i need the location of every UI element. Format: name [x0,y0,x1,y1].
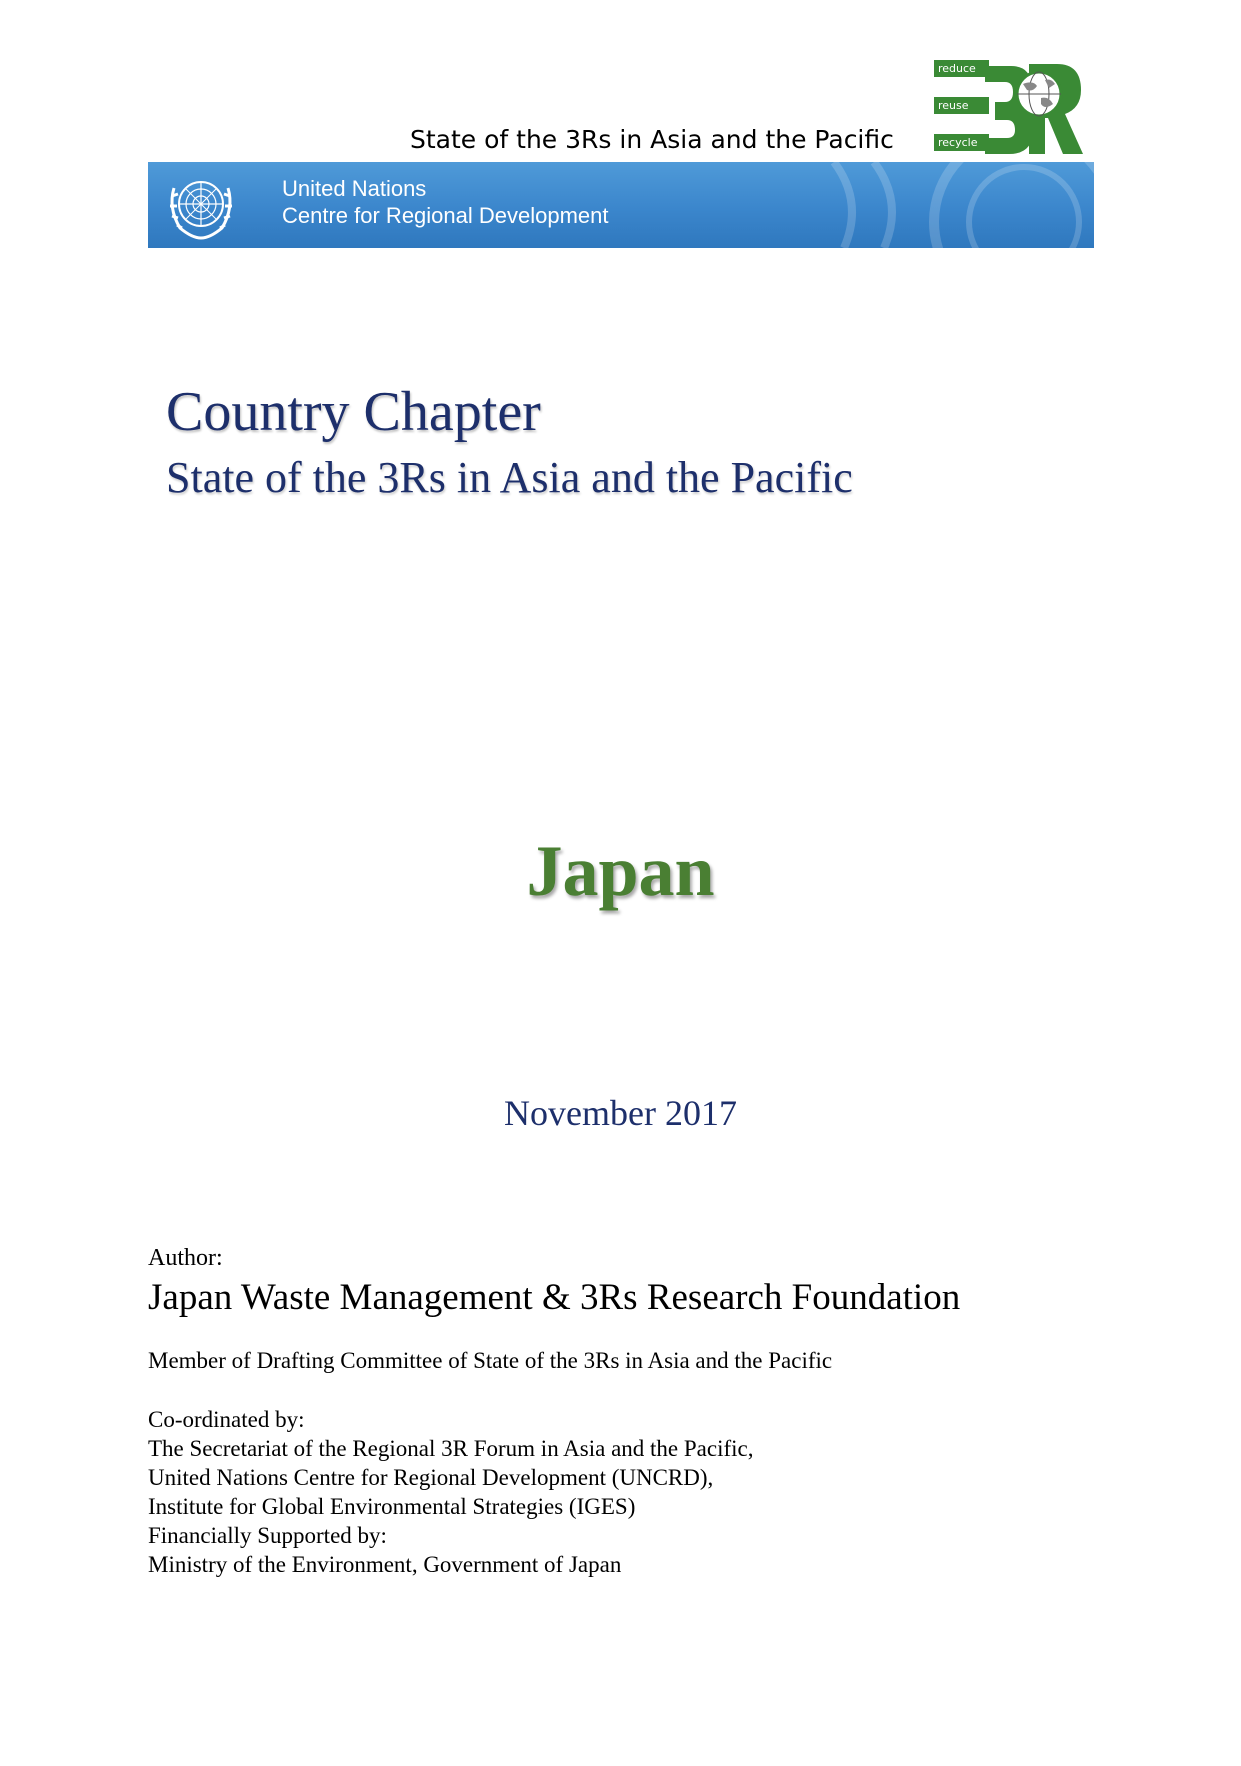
page-subtitle: State of the 3Rs in Asia and the Pacific [166,453,853,502]
author-name: Japan Waste Management & 3Rs Research Foundation [148,1277,961,1318]
un-emblem-icon [164,168,238,242]
coordination-label: Co-ordinated by: [148,1407,305,1432]
uncrd-banner [148,162,1094,248]
header-title: State of the 3Rs in Asia and the Pacific [410,125,894,154]
country-name: Japan [526,831,715,911]
logo-word-reduce: reduce [934,60,989,77]
committee-membership: Member of Drafting Committee of State of the 3Rs in Asia and the Pacific [148,1348,833,1373]
banner-line-united-nations: United Nations [282,176,427,201]
coordination-line: The Secretariat of the Regional 3R Forum in Asia and the Pacific, [148,1436,754,1461]
supporter-name: Ministry of the Environment, Government of Japan [148,1552,622,1577]
author-label: Author: [148,1245,223,1271]
coordination-block [148,1405,754,1579]
logo-word-recycle: recycle [934,134,989,151]
coordination-line: Institute for Global Environmental Strategies (IGES) [148,1494,636,1519]
publication-date: November 2017 [504,1093,737,1133]
coordination-line: United Nations Centre for Regional Development (UNCRD), [148,1465,714,1490]
banner-line-centre: Centre for Regional Development [282,203,609,228]
support-label: Financially Supported by: [148,1523,387,1548]
un-wreath-watermark-icon [794,162,1094,248]
logo-word-reuse: reuse [934,97,989,114]
page-title: Country Chapter [166,381,541,443]
